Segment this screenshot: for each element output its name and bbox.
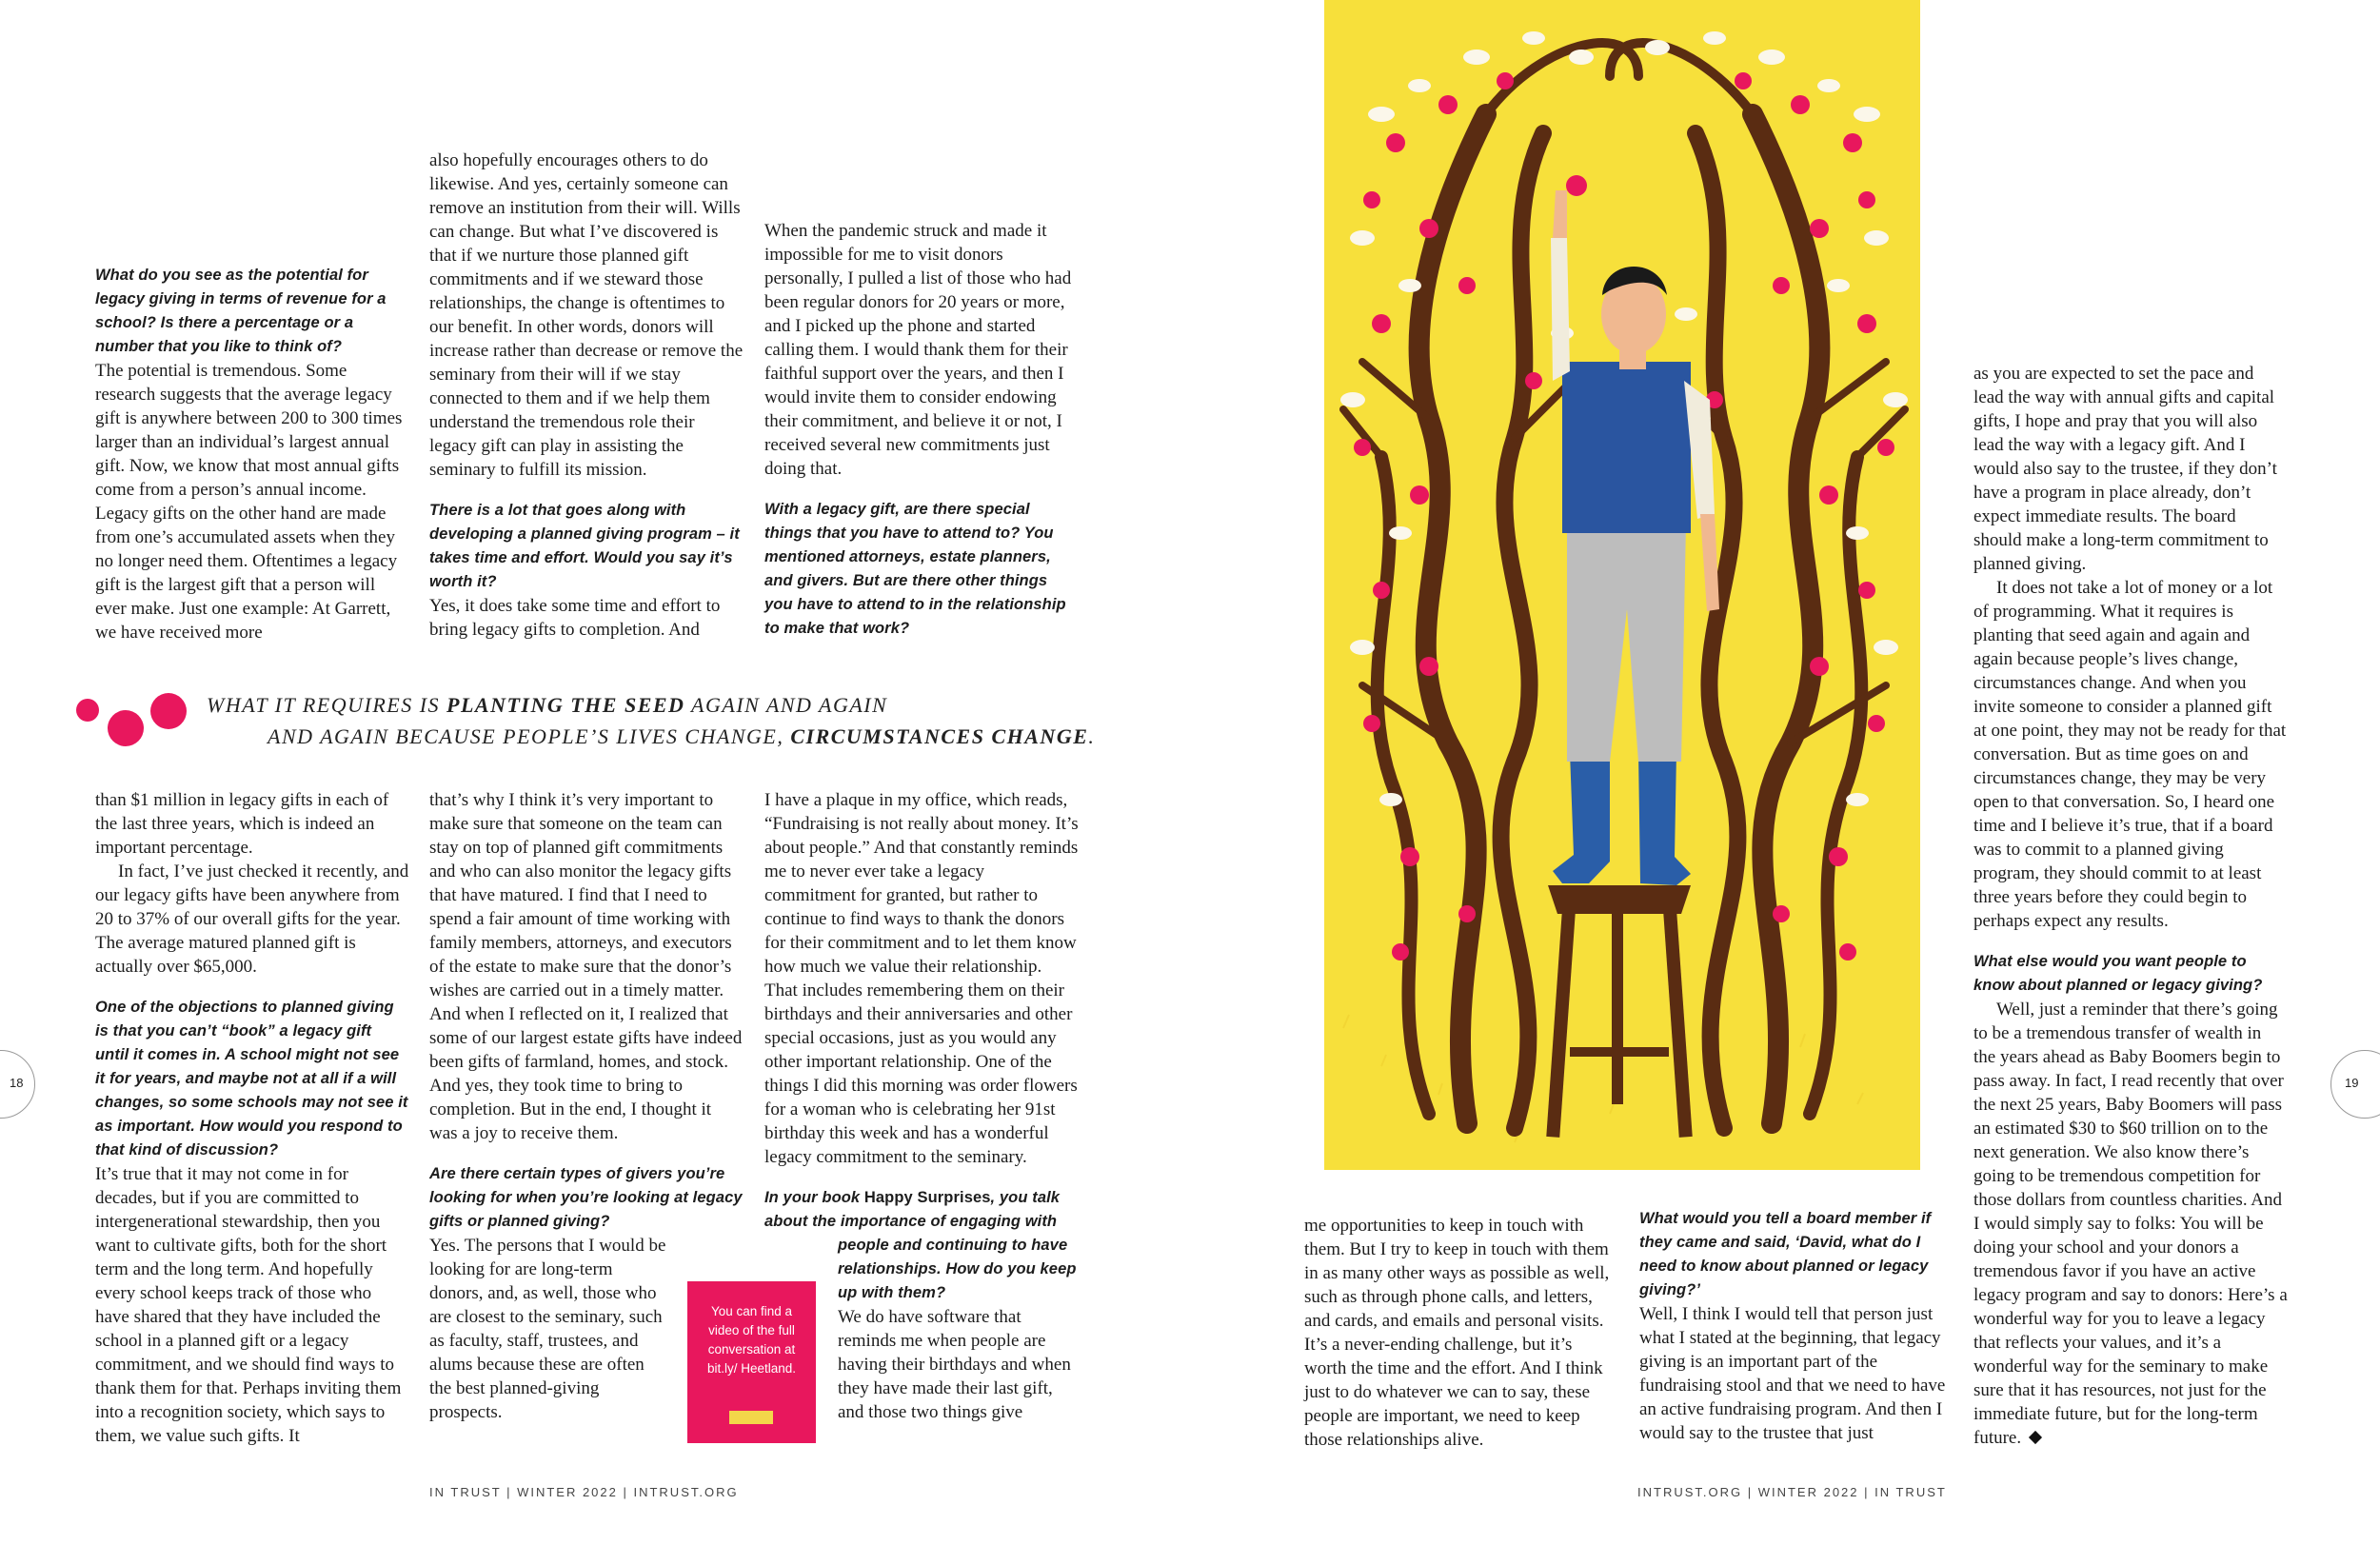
interview-question: What would you tell a board member if they came and said, ‘David, what do I need to know about planned or legacy giving?’ bbox=[1639, 1210, 1932, 1298]
left-col3-top bbox=[764, 219, 1079, 641]
right-col-c-flow bbox=[1973, 362, 2288, 1450]
callout-text: You can find a video of the full conversation at bit.ly/ Heetland. bbox=[706, 1304, 797, 1376]
interview-question: In your book Happy Surprises, you talk about the importance of engaging with bbox=[764, 1189, 1061, 1230]
body-paragraph: It does not take a lot of money or a lot of programming. What it requires is planting that seed again and again and again because people’s lives change, circumstances change. And when you invite someone to consider a planned gift at one point, they may not be ready for that conversation. But as time goes on and circumstances change, they may be very open to that conversation. So, I heard one time and I believe it’s true, that if a board was to commit to a planned giving program, they should commit to at least three years before they could begin to perhaps expect any results. bbox=[1973, 578, 2287, 931]
interview-question: Are there certain types of givers you’re looking for when you’re looking at legacy gifts or planned giving? bbox=[429, 1165, 743, 1230]
callout-accent-bar bbox=[729, 1411, 773, 1424]
footer-left: IN TRUST | WINTER 2022 | INTRUST.ORG bbox=[429, 1485, 739, 1499]
interview-question: There is a lot that goes along with developing a planned giving program – it takes time and effort. Would you say it’s worth it? bbox=[429, 502, 740, 590]
footer-right: INTRUST.ORG | WINTER 2022 | IN TRUST bbox=[1637, 1485, 1947, 1499]
interview-question: What do you see as the potential for legacy giving in terms of revenue for a school? Is there a percentage or a number that you like to think of? bbox=[95, 267, 387, 355]
narrow-paragraph: We do have software that reminds me when people are having their birthdays and when they have made their last gift, and those two things give bbox=[838, 1307, 1071, 1422]
body-paragraph: as you are expected to set the pace and lead the way with annual gifts and capital gifts, I hope and pray that you will also lead the way with a legacy gift. And I would also say to the trustee, if they don’t have a program in place already, don’t expect immediate results. The board should make a long-term commitment to planned giving. bbox=[1973, 364, 2277, 574]
pull-quote-dot bbox=[76, 699, 99, 722]
narrow-paragraph: Yes. The persons that I would be looking for are long-term donors, and, as well, those who are closest to the seminary, such as faculty, staff, trustees, and alums because these are often the best planned-giving prospects. bbox=[429, 1236, 666, 1422]
right-col-b bbox=[1639, 1207, 1954, 1445]
interview-question: One of the objections to planned giving is that you can’t “book” a legacy gift until it comes in. A school might not see it for years, and maybe not at all if a will changes, so some schools may not see it as important. How would you respond to that kind of discussion? bbox=[95, 999, 408, 1159]
body-paragraph: When the pandemic struck and made it impossible for me to visit donors personally, I pulled a list of those who had been regular donors for 20 years or more, and I picked up the phone and started calling them. I would thank them for their faithful support over the years, and then I would invite them to consider endowing their commitment, and believe it or not, I received several new commitments just doing that. bbox=[764, 221, 1072, 479]
pull-quote-dot bbox=[108, 710, 144, 746]
body-paragraph: Yes, it does take some time and effort to bring legacy gifts to completion. And bbox=[429, 596, 721, 640]
end-mark-icon bbox=[2029, 1431, 2042, 1444]
left-col1-top bbox=[95, 264, 409, 644]
body-paragraph: also hopefully encourages others to do likewise. And yes, certainly someone can remove an institution from their will. Wills can change. But what I’ve discovered is that if we nurture those planned gift commitments and if we steward those relationships, the change is oftentimes to our benefit. In other words, donors will increase rather than decrease or remove the seminary from their will if we stay connected to them and if we help them understand the tremendous role their legacy gift can play in assisting the seminary to fulfill its mission. bbox=[429, 150, 744, 480]
body-paragraph: that’s why I think it’s very important to make sure that someone on the team can stay on top of planned gift commitments and who can also monitor the legacy gifts that have matured. I find that I need to spend a fair amount of time working with family members, attorneys, and executors of the estate to make sure that the donor’s wishes are carried out in a timely matter. And when I reflected on it, I realized that some of our largest estate gifts have indeed been gifts of farmland, homes, and stock. And yes, they took time to bring to completion. But in the end, I thought it was a joy to receive them. bbox=[429, 790, 743, 1143]
pull-quote-line1: WHAT IT REQUIRES IS PLANTING THE SEED AGAIN AND AGAIN bbox=[207, 693, 888, 717]
body-paragraph: In fact, I’ve just checked it recently, and our legacy gifts have been anywhere from 20 to 37% of our overall gifts for the year. The average matured planned gift is actually over $65,000. bbox=[95, 862, 409, 977]
apple-tree-illustration bbox=[1324, 0, 1920, 1170]
right-col-a bbox=[1304, 1214, 1618, 1452]
pull-quote-line2: AND AGAIN BECAUSE PEOPLE’S LIVES CHANGE, CIRCUMSTANCES CHANGE. bbox=[268, 724, 1096, 748]
body-paragraph: I have a plaque in my office, which reads, “Fundraising is not really about money. It’s about people.” And that constantly reminds me to never ever take a legacy commitment for granted, but rather to continue to find ways to thank the donors for their commitment and to let them know how much we value their relationship. That includes remembering them on their birthdays and their anniversaries and other special occasions, just as you would any other important relationship. One of the things I did this morning was order flowers for a woman who is celebrating her 91st birthday this week and has a wonderful legacy commitment to the seminary. bbox=[764, 790, 1079, 1167]
video-callout bbox=[687, 1281, 816, 1443]
body-paragraph: than $1 million in legacy gifts in each of the last three years, which is indeed an important percentage. bbox=[95, 790, 389, 858]
body-paragraph: Well, I think I would tell that person just what I stated at the beginning, that legacy giving is an important part of the fundraising stool and that we need to have an active fundraising program. And then I would say to the trustee that just bbox=[1639, 1304, 1946, 1443]
interview-question: With a legacy gift, are there special things that you have to attend to? You mentioned attorneys, estate planners, and givers. But are there other things you have to attend to in the relationship to make that work? bbox=[764, 501, 1066, 637]
body-paragraph: me opportunities to keep in touch with them. But I try to keep in touch with them in as many other ways as possible as well, such as through phone calls, and letters, and cards, and emails and personal visits. It’s a never-ending challenge, but it’s worth the time and the effort. And I think just to do whatever we can to say, these people are important, we need to keep those relationships alive. bbox=[1304, 1216, 1610, 1450]
body-paragraph: It’s true that it may not come in for decades, but if you are committed to intergenerational stewardship, then you want to cultivate gifts, both for the short term and the long term. And hopefully every school keeps track of those who have shared that they have included the school in a planned gift or a legacy commitment, and we should find ways to thank them for that. Perhaps inviting them into a recognition society, which says to them, we value such gifts. It bbox=[95, 1164, 402, 1446]
page-number-right: 19 bbox=[2330, 1050, 2380, 1119]
left-col1-bottom bbox=[95, 788, 409, 1448]
body-paragraph: The potential is tremendous. Some research suggests that the average legacy gift is anywhere between 200 to 300 times larger than an individual’s largest annual gift. Now, we know that most annual gifts come from a person’s annual income. Legacy gifts on the other hand are made from one’s accumulated assets when they no longer need them. Oftentimes a legacy gift is the largest gift that a person will ever make. Just one example: At Garrett, we have received more bbox=[95, 361, 403, 643]
interview-question: people and continuing to have relationships. How do you keep up with them? bbox=[838, 1237, 1077, 1301]
pull-quote-dot bbox=[150, 693, 187, 729]
left-col3-bottom-flow bbox=[764, 788, 1079, 1169]
interview-question: What else would you want people to know about planned or legacy giving? bbox=[1973, 953, 2263, 994]
illustration-man-picking-apples bbox=[1324, 0, 1920, 1170]
right-col-c bbox=[1973, 362, 2288, 1450]
body-paragraph: Well, just a reminder that there’s going to be a tremendous transfer of wealth in the years ahead as Baby Boomers begin to pass away. In fact, I read recently that over the next 25 years, Baby Boomers will pass an estimated $30 to $60 trillion on to the next generation. We also know there’s going to be tremendous competition for those dollars from countless charities. And I would simply say to folks: You will be doing your school and your donors a tremendous favor if you have an active legacy program and say to donors: Here’s a wonderful way for you to leave a legacy that reflects your values, and it’s a wonderful way for the seminary to make sure that it has resources, not just for the immediate future, but for the long-term future. bbox=[1973, 1000, 2288, 1448]
left-col2-top bbox=[429, 149, 744, 642]
left-col2-bottom-flow bbox=[429, 788, 744, 1234]
page-number-left: 18 bbox=[0, 1050, 35, 1119]
